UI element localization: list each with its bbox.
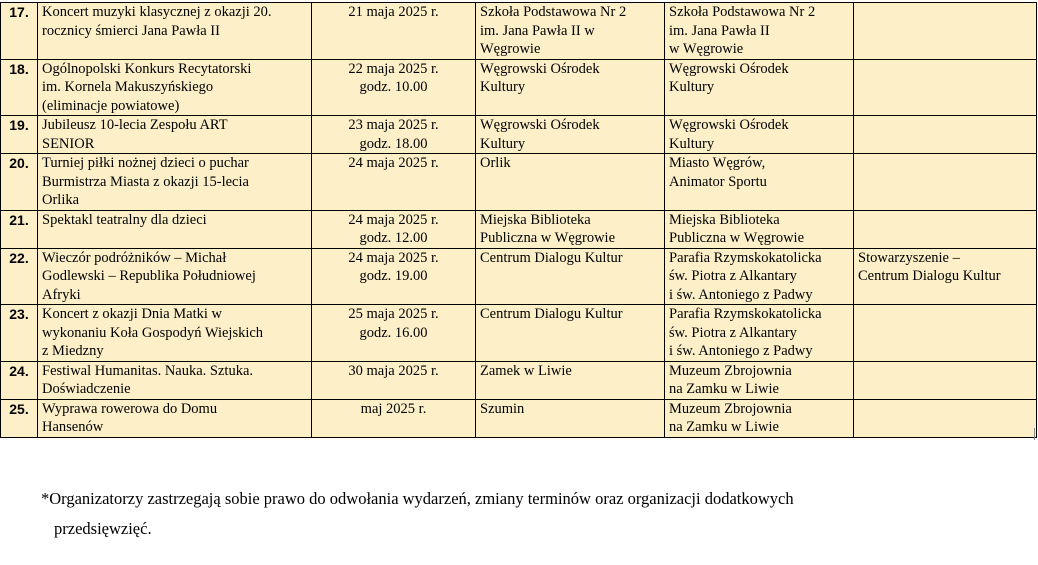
- event-date-cell: [312, 361, 476, 399]
- event-date-cell: [312, 3, 476, 60]
- event-date-line: 30 maja 2025 r.: [348, 362, 439, 379]
- event-name-line: rocznicy śmierci Jana Pawła II: [42, 22, 220, 39]
- organizer-line: Muzeum Zbrojownia: [669, 400, 792, 417]
- event-date-cell: [312, 399, 476, 437]
- organizer-cell: [665, 3, 854, 60]
- organizer-line: Animator Sportu: [669, 173, 767, 190]
- organizer-cell: [665, 399, 854, 437]
- event-date-line: maj 2025 r.: [360, 400, 427, 417]
- event-date-cell: [312, 210, 476, 248]
- table-row: [1, 305, 1037, 362]
- row-number-cell: 25.: [1, 399, 38, 437]
- event-place-line: Publiczna w Węgrowie: [480, 230, 616, 246]
- organizer-line: na Zamku w Liwie: [669, 419, 779, 435]
- organizer-line: Parafia Rzymskokatolicka: [669, 306, 822, 322]
- event-place-cell: [476, 210, 665, 248]
- event-name-cell: [38, 305, 312, 362]
- event-name-line: Spektakl teatralny dla dzieci: [42, 211, 207, 228]
- event-name-line: im. Kornela Makuszyńskiego: [42, 79, 214, 95]
- event-date-line: godz. 18.00: [359, 135, 428, 152]
- row-number-cell: 21.: [1, 210, 38, 248]
- event-date-cell: [312, 116, 476, 154]
- organizer-line: Parafia Rzymskokatolicka: [669, 249, 822, 266]
- event-name-line: Godlewski – Republika Południowej: [42, 268, 256, 284]
- organizer-line: Węgrowski Ośrodek: [669, 60, 789, 77]
- event-date-line: godz. 19.00: [359, 268, 428, 284]
- organizer-line: Węgrowski Ośrodek: [669, 117, 789, 133]
- event-date-line: 24 maja 2025 r.: [348, 249, 439, 266]
- event-date-cell: [312, 59, 476, 116]
- event-place-cell: [476, 399, 665, 437]
- event-name-line: Koncert muzyki klasycznej z okazji 20.: [42, 4, 272, 20]
- event-name-line: Jubileusz 10-lecia Zespołu ART: [42, 117, 228, 133]
- partner-cell: [854, 154, 1037, 211]
- event-name-line: (eliminacje powiatowe): [42, 97, 180, 114]
- event-place-line: Węgrowski Ośrodek: [480, 117, 600, 133]
- event-place-cell: [476, 305, 665, 362]
- event-name-line: SENIOR: [42, 135, 95, 152]
- event-name-cell: [38, 154, 312, 211]
- table-row: [1, 59, 1037, 116]
- event-name-line: Hansenów: [42, 419, 104, 435]
- event-place-line: Węgrowski Ośrodek: [480, 60, 600, 77]
- organizer-line: Publiczna w Węgrowie: [669, 230, 805, 246]
- event-place-cell: [476, 59, 665, 116]
- partner-cell: [854, 3, 1037, 60]
- events-table-body: [1, 3, 1037, 438]
- partner-cell: [854, 361, 1037, 399]
- event-place-cell: [476, 154, 665, 211]
- organizer-line: w Węgrowie: [669, 41, 744, 57]
- organizer-line: Muzeum Zbrojownia: [669, 362, 792, 379]
- row-number-cell: 23.: [1, 305, 38, 362]
- event-name-cell: [38, 399, 312, 437]
- organizer-cell: [665, 116, 854, 154]
- organizer-line: Miasto Węgrów,: [669, 155, 766, 171]
- partner-line: Stowarzyszenie –: [858, 249, 960, 266]
- organizer-line: i św. Antoniego z Padwy: [669, 286, 813, 303]
- event-name-cell: [38, 3, 312, 60]
- organizer-line: Kultury: [669, 79, 715, 95]
- organizer-line: im. Jana Pawła II: [669, 22, 770, 39]
- event-place-line: Centrum Dialogu Kultur: [480, 249, 623, 266]
- organizer-line: Szkoła Podstawowa Nr 2: [669, 4, 816, 20]
- row-number-cell: 24.: [1, 361, 38, 399]
- event-date-line: 24 maja 2025 r.: [348, 211, 439, 228]
- event-name-line: Koncert z okazji Dnia Matki w: [42, 306, 222, 322]
- table-row: [1, 210, 1037, 248]
- event-place-cell: [476, 248, 665, 305]
- event-place-line: Szumin: [480, 400, 525, 417]
- organizer-line: Miejska Biblioteka: [669, 211, 780, 228]
- footnote-line-2: przedsięwzięć.: [54, 519, 152, 538]
- event-name-line: Wyprawa rowerowa do Domu: [42, 400, 218, 417]
- event-date-line: 22 maja 2025 r.: [348, 60, 439, 77]
- organizer-cell: [665, 305, 854, 362]
- event-name-cell: [38, 361, 312, 399]
- row-number-cell: 20.: [1, 154, 38, 211]
- event-date-line: 24 maja 2025 r.: [348, 155, 439, 171]
- event-date-cell: [312, 248, 476, 305]
- event-name-cell: [38, 116, 312, 154]
- partner-cell: [854, 305, 1037, 362]
- event-name-cell: [38, 59, 312, 116]
- event-place-line: im. Jana Pawła II w: [480, 22, 595, 39]
- organizer-line: św. Piotra z Alkantary: [669, 324, 797, 341]
- event-date-line: godz. 12.00: [359, 230, 428, 246]
- table-row: [1, 361, 1037, 399]
- table-row: [1, 248, 1037, 305]
- event-name-line: Burmistrza Miasta z okazji 15-lecia: [42, 173, 249, 190]
- event-name-line: z Miedzny: [42, 343, 104, 359]
- table-row: [1, 399, 1037, 437]
- event-date-line: godz. 16.00: [359, 324, 428, 341]
- table-row: [1, 116, 1037, 154]
- organizer-line: Kultury: [669, 135, 715, 152]
- event-date-line: 23 maja 2025 r.: [348, 117, 439, 133]
- organizer-cell: [665, 248, 854, 305]
- table-row: [1, 154, 1037, 211]
- event-name-line: Afryki: [42, 286, 81, 303]
- organizer-cell: [665, 154, 854, 211]
- event-name-cell: [38, 210, 312, 248]
- event-place-line: Kultury: [480, 79, 526, 95]
- event-place-line: Szkoła Podstawowa Nr 2: [480, 4, 627, 20]
- event-place-line: Węgrowie: [480, 41, 541, 57]
- partner-cell: [854, 116, 1037, 154]
- event-date-line: godz. 10.00: [359, 79, 428, 95]
- event-date-cell: [312, 305, 476, 362]
- event-name-cell: [38, 248, 312, 305]
- partner-cell: [854, 399, 1037, 437]
- partner-line: Centrum Dialogu Kultur: [858, 268, 1001, 284]
- row-number-cell: 17.: [1, 3, 38, 60]
- event-name-line: Wieczór podróżników – Michał: [42, 249, 227, 266]
- event-date-line: 25 maja 2025 r.: [348, 306, 439, 322]
- organizer-line: i św. Antoniego z Padwy: [669, 343, 813, 359]
- event-date-line: 21 maja 2025 r.: [348, 4, 439, 20]
- row-number-cell: 18.: [1, 59, 38, 116]
- organizer-cell: [665, 210, 854, 248]
- event-name-line: Orlika: [42, 192, 80, 208]
- event-place-line: Miejska Biblioteka: [480, 211, 591, 228]
- event-name-line: Ogólnopolski Konkurs Recytatorski: [42, 60, 252, 77]
- events-table: [0, 2, 1037, 438]
- event-place-cell: [476, 116, 665, 154]
- footnote-line-1: *Organizatorzy zastrzegają sobie prawo do odwołania wydarzeń, zmiany terminów oraz organizacji dodatkowych: [41, 489, 794, 508]
- partner-cell: [854, 59, 1037, 116]
- table-row: [1, 3, 1037, 60]
- event-place-cell: [476, 361, 665, 399]
- organizer-cell: [665, 59, 854, 116]
- event-place-line: Zamek w Liwie: [480, 362, 572, 379]
- event-place-cell: [476, 3, 665, 60]
- event-place-line: Centrum Dialogu Kultur: [480, 306, 623, 322]
- organizer-line: na Zamku w Liwie: [669, 381, 779, 397]
- event-name-line: wykonaniu Koła Gospodyń Wiejskich: [42, 324, 264, 341]
- partner-cell: [854, 248, 1037, 305]
- table-corner-mark: [1034, 428, 1035, 440]
- event-name-line: Doświadczenie: [42, 381, 131, 397]
- event-place-line: Orlik: [480, 155, 511, 171]
- organizer-line: św. Piotra z Alkantary: [669, 268, 797, 284]
- footnote: [41, 484, 981, 544]
- event-date-cell: [312, 154, 476, 211]
- event-name-line: Festiwal Humanitas. Nauka. Sztuka.: [42, 362, 254, 379]
- event-name-line: Turniej piłki nożnej dzieci o puchar: [42, 155, 249, 171]
- row-number-cell: 19.: [1, 116, 38, 154]
- row-number-cell: 22.: [1, 248, 38, 305]
- partner-cell: [854, 210, 1037, 248]
- event-place-line: Kultury: [480, 135, 526, 152]
- organizer-cell: [665, 361, 854, 399]
